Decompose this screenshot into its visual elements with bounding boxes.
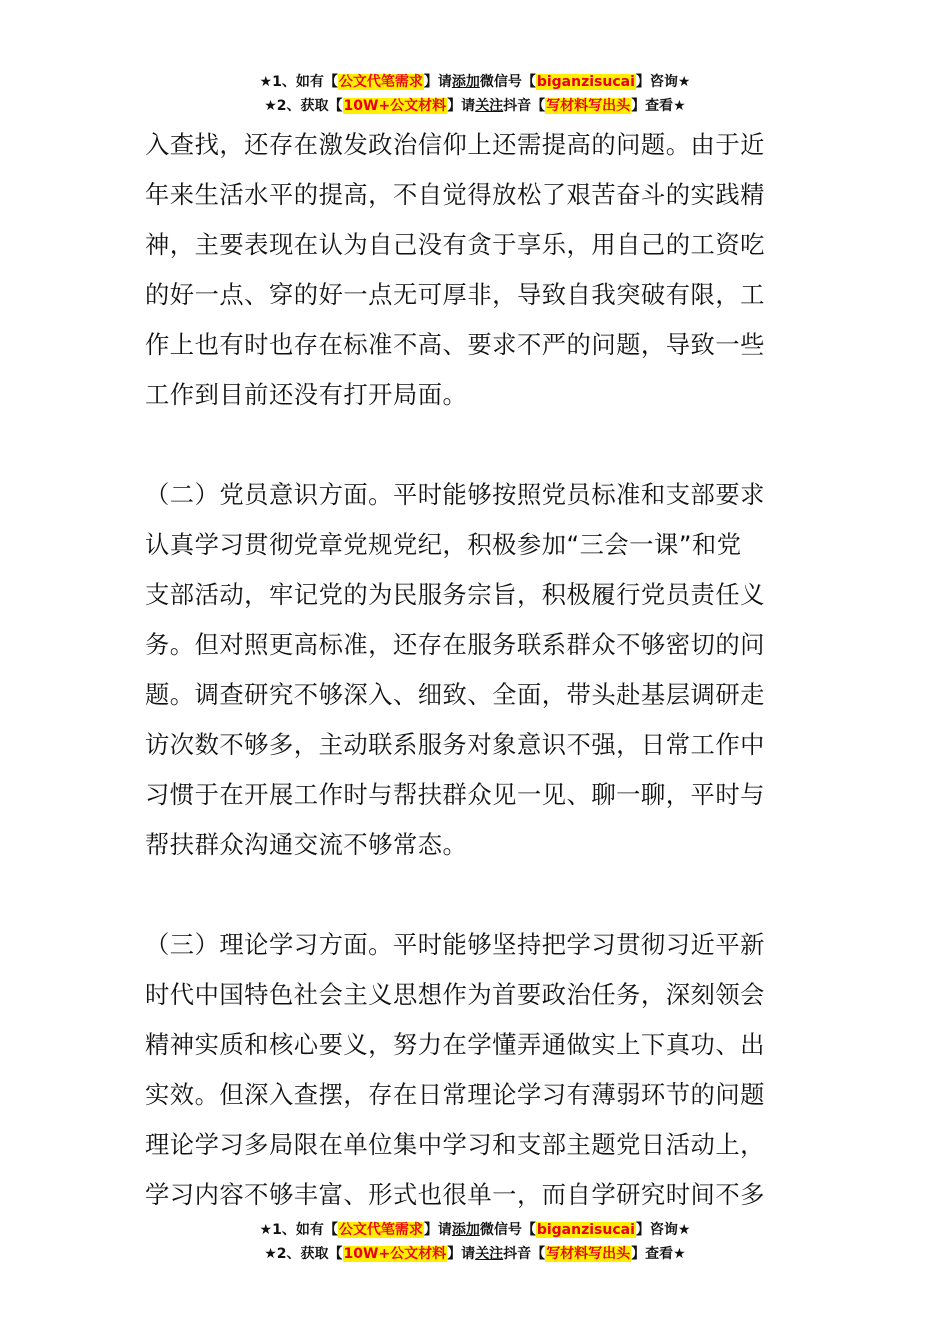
text-line: 实效。但深入查摆，存在日常理论学习有薄弱环节的问题 xyxy=(145,1080,765,1109)
text-line: 帮扶群众沟通交流不够常态。 xyxy=(145,830,468,859)
text-line: （三）理论学习方面。平时能够坚持把学习贯彻习近平新 xyxy=(145,930,765,959)
text-line: 神，主要表现在认为自己没有贪于享乐，用自己的工资吃 xyxy=(145,230,765,259)
text-line: 入查找，还存在激发政治信仰上还需提高的问题。由于近 xyxy=(145,130,765,159)
banner-line-2: ★2、获取【10W+公文材料】请关注抖音【写材料写出头】查看★ xyxy=(264,98,686,114)
footer-banner xyxy=(0,1218,950,1266)
text-line: 访次数不够多，主动联系服务对象意识不强，日常工作中 xyxy=(145,730,765,759)
text-line: 工作到目前还没有打开局面。 xyxy=(145,380,468,409)
banner-line-1: ★1、如有【公文代笔需求】请添加微信号【biganzisucai】咨询★ xyxy=(259,1222,691,1238)
highlight-douyin-account: 写材料写出头 xyxy=(546,1246,631,1262)
text-line: 题。调查研究不够深入、细致、全面，带头赴基层调研走 xyxy=(145,680,765,709)
text-line: 支部活动，牢记党的为民服务宗旨，积极履行党员责任义 xyxy=(145,580,765,609)
text-line: 年来生活水平的提高，不自觉得放松了艰苦奋斗的实践精 xyxy=(145,180,765,209)
text-line: 时代中国特色社会主义思想作为首要政治任务，深刻领会 xyxy=(145,980,765,1009)
banner-line-1: ★1、如有【公文代笔需求】请添加微信号【biganzisucai】咨询★ xyxy=(259,74,691,90)
paragraph-gap xyxy=(145,870,809,920)
paragraph-1 xyxy=(145,120,809,420)
header-banner xyxy=(0,70,950,118)
highlight-service: 公文代笔需求 xyxy=(338,74,423,90)
text-line: （二）党员意识方面。平时能够按照党员标准和支部要求 xyxy=(145,480,765,509)
text-line: 作上也有时也存在标准不高、要求不严的问题，导致一些 xyxy=(145,330,765,359)
document-body xyxy=(145,120,809,1220)
text-line: 的好一点、穿的好一点无可厚非，导致自我突破有限，工 xyxy=(145,280,765,309)
text-line: 学习内容不够丰富、形式也很单一，而自学研究时间不多 xyxy=(145,1180,765,1209)
text-line: 精神实质和核心要义，努力在学懂弄通做实上下真功、出 xyxy=(145,1030,765,1059)
highlight-wechat-id: biganzisucai xyxy=(536,1222,635,1238)
paragraph-gap xyxy=(145,420,809,470)
text-line: 务。但对照更高标准，还存在服务联系群众不够密切的问 xyxy=(145,630,765,659)
text-line: 习惯于在开展工作时与帮扶群众见一见、聊一聊，平时与 xyxy=(145,780,765,809)
highlight-wechat-id: biganzisucai xyxy=(536,74,635,90)
text-line: 理论学习多局限在单位集中学习和支部主题党日活动上， xyxy=(145,1130,765,1159)
paragraph-2 xyxy=(145,470,809,870)
paragraph-3 xyxy=(145,920,809,1220)
highlight-materials: 10W+公文材料 xyxy=(343,98,447,114)
highlight-douyin-account: 写材料写出头 xyxy=(546,98,631,114)
text-line: 认真学习贯彻党章党规党纪，积极参加“三会一课”和党 xyxy=(145,530,742,559)
highlight-service: 公文代笔需求 xyxy=(338,1222,423,1238)
banner-line-2: ★2、获取【10W+公文材料】请关注抖音【写材料写出头】查看★ xyxy=(264,1246,686,1262)
highlight-materials: 10W+公文材料 xyxy=(343,1246,447,1262)
